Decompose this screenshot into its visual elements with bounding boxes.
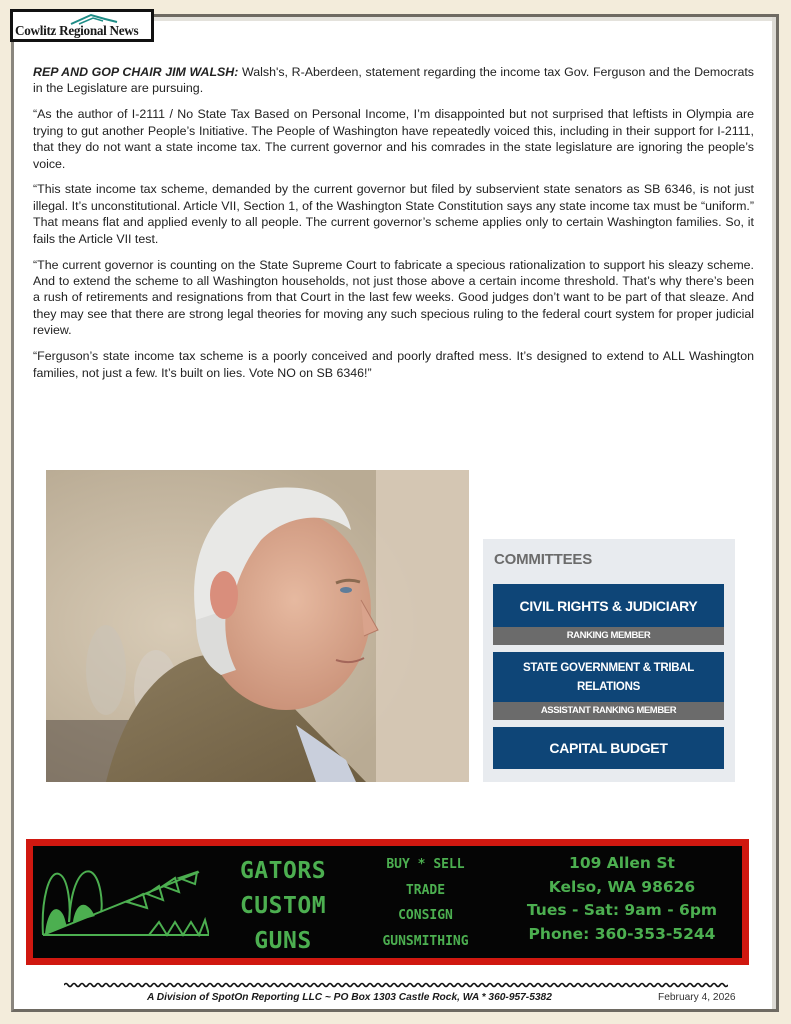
ad-phone[interactable]: Phone: 360-353-5244 bbox=[528, 924, 716, 943]
committee-state-government-tribal-relations[interactable] bbox=[493, 652, 724, 704]
ad-name-line: GATORS bbox=[239, 858, 327, 884]
committee-role-badge: RANKING MEMBER bbox=[493, 627, 724, 645]
ad-name-line: CUSTOM bbox=[239, 893, 327, 919]
ad-service-item: GUNSMITHING bbox=[382, 933, 469, 949]
ad-service-item: BUY * SELL bbox=[386, 857, 465, 872]
article-paragraph: “This state income tax scheme, demanded by the current governor but filed by subservient state senators as SB 6346, is not just illegal. It’s unconstitutional. Article VII, Section 1, of the Washington State Constitution says any state income tax must be “uniform.” That means flat and applied evenly to all people. The current governor’s scheme applies only to certain Washington families. So, it fails the Article VII test. bbox=[33, 182, 754, 246]
portrait-illustration bbox=[46, 470, 469, 782]
committee-name: CIVIL RIGHTS & JUDICIARY bbox=[519, 598, 698, 614]
ad-service-item: TRADE bbox=[405, 882, 446, 898]
committee-civil-rights-judiciary[interactable] bbox=[493, 584, 724, 628]
ad-hours: Tues - Sat: 9am - 6pm bbox=[526, 901, 718, 919]
wavy-divider bbox=[64, 981, 728, 989]
publication-name: Cowlitz Regional News bbox=[15, 23, 139, 38]
committee-name: CAPITAL BUDGET bbox=[549, 740, 668, 756]
publisher-info: A Division of SpotOn Reporting LLC ~ PO Box 1303 Castle Rock, WA * 360-957-5382 bbox=[147, 992, 552, 1003]
committee-name-line-1: STATE GOVERNMENT & TRIBAL bbox=[523, 662, 694, 674]
ad-address-city: Kelso, WA 98626 bbox=[548, 877, 696, 896]
alligator-jaw-icon bbox=[39, 860, 209, 944]
portrait-photo bbox=[46, 470, 469, 782]
issue-date: February 4, 2026 bbox=[658, 992, 736, 1003]
committees-heading: COMMITTEES bbox=[494, 551, 592, 568]
ad-name-line: GUNS bbox=[254, 928, 312, 954]
article-lead bbox=[33, 64, 754, 97]
committees-panel bbox=[483, 539, 735, 782]
article-paragraph: “As the author of I-2111 / No State Tax Based on Personal Income, I’m disappointed but not surprised that leftists in Olympia are trying to gut another People’s Initiative. The People of Washington have repeatedly voiced this, including in their support for I-2111, that they do not want a state income tax. The current governor and his comrades in the state legislature are ignoring the people’s voice. bbox=[33, 107, 754, 171]
ad-address-street: 109 Allen St bbox=[569, 854, 675, 872]
ad-service-item: CONSIGN bbox=[398, 908, 453, 923]
article-body bbox=[33, 64, 754, 390]
committee-capital-budget[interactable] bbox=[493, 727, 724, 769]
lead-text: Walsh's, R-Aberdeen, statement regarding the income tax Gov. Ferguson and the Democrats in the Legislature are pursuing. bbox=[33, 65, 755, 96]
article-paragraph: “Ferguson’s state income tax scheme is a poorly conceived and poorly drafted mess. It’s designed to extend to ALL Washington families, not just a few. It’s built on lies. Vote NO on SB 6346!” bbox=[33, 349, 754, 380]
committee-role-badge: ASSISTANT RANKING MEMBER bbox=[493, 702, 724, 720]
ad-services-list bbox=[353, 852, 498, 954]
article-paragraph: “The current governor is counting on the State Supreme Court to fabricate a specious rationalization to support his sleazy scheme. And to extend the scheme to all Washington households, not just those above a certain income threshold. That’s why there’s been a rush of retirements and resignations from that Court in the last few weeks. Good judges don’t want to be part of that sleaze. And they may see that there are strong legal theories for moving any such specious ruling to the federal court system for proper judicial review. bbox=[33, 257, 754, 338]
ad-contact-info bbox=[507, 852, 737, 946]
gators-custom-guns-ad[interactable] bbox=[26, 839, 749, 965]
ad-panel bbox=[33, 846, 742, 958]
masthead-logo[interactable] bbox=[10, 9, 154, 42]
ad-business-name bbox=[213, 854, 353, 959]
lead-label: REP AND GOP CHAIR JIM WALSH: bbox=[33, 65, 239, 79]
committee-name-line-2: RELATIONS bbox=[577, 681, 640, 693]
